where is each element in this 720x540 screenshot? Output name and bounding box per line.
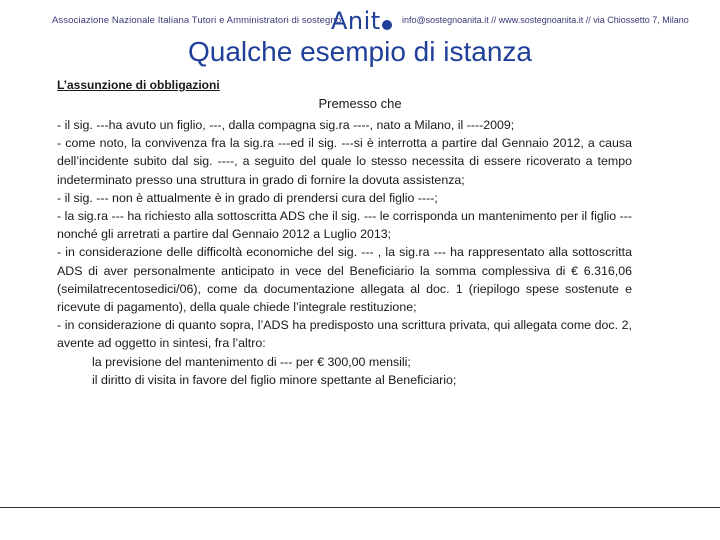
paragraph: - la sig.ra --- ha richiesto alla sottoscritta ADS che il sig. --- le corrisponda un mantenimento per il figlio --- nonché gli arretrati a partire dal Gennaio 2012 a Luglio 2013; [57,209,632,242]
body-text [57,116,632,389]
paragraph: - il sig. ---ha avuto un figlio, ---, dalla compagna sig.ra ----, nato a Milano, il ----2009; [57,118,515,132]
premesso-heading: Premesso che [318,96,402,111]
section-subheading: L’assunzione di obbligazioni [57,78,220,92]
paragraph: - in considerazione delle difficoltà economiche del sig. --- , la sig.ra --- ha rappresentato alla sottoscritta ADS di aver personalmente anticipato in vece del Beneficiario la somma complessiva di € 6.316,06 (seimilatrecentosedici/06), come da documentazione allegata al doc. 1 (riepilogo spese sostenute e ricevute di pagamento), della quale chiede l’integrale restituzione; [57,245,632,315]
paragraph: - il sig. --- non è attualmente è in grado di prendersi cura del figlio ----; [57,190,438,205]
logo-a-mark-icon [382,20,392,30]
page-title: Qualche esempio di istanza [188,36,532,67]
contact-info: info@sostegnoanita.it // www.sostegnoanita.it // via Chiossetto 7, Milano [402,15,689,25]
paragraph: - come noto, la convivenza fra la sig.ra ---ed il sig. ---si è interrotta a partire dal Gennaio 2012, a causa dell’incidente subito dal sig. ----, a seguito del quale lo stesso necessita di essere ricoverato a tempo indeterminato presso una struttura in grado di fornire la dovuta assistenza; [57,136,632,187]
indented-item: la previsione del mantenimento di --- per € 300,00 mensili; [92,354,411,369]
anita-logo [331,7,392,35]
logo-text: Anit [331,7,381,35]
indented-item: il diritto di visita in favore del figlio minore spettante al Beneficiario; [92,372,457,387]
association-name: Associazione Nazionale Italiana Tutori e Amministratori di sostegno [52,15,342,26]
paragraph: - in considerazione di quanto sopra, l’ADS ha predisposto una scrittura privata, qui allegata come doc. 2, avente ad oggetto in sintesi, fra l’altro: [57,318,632,351]
bottom-divider [0,507,720,508]
